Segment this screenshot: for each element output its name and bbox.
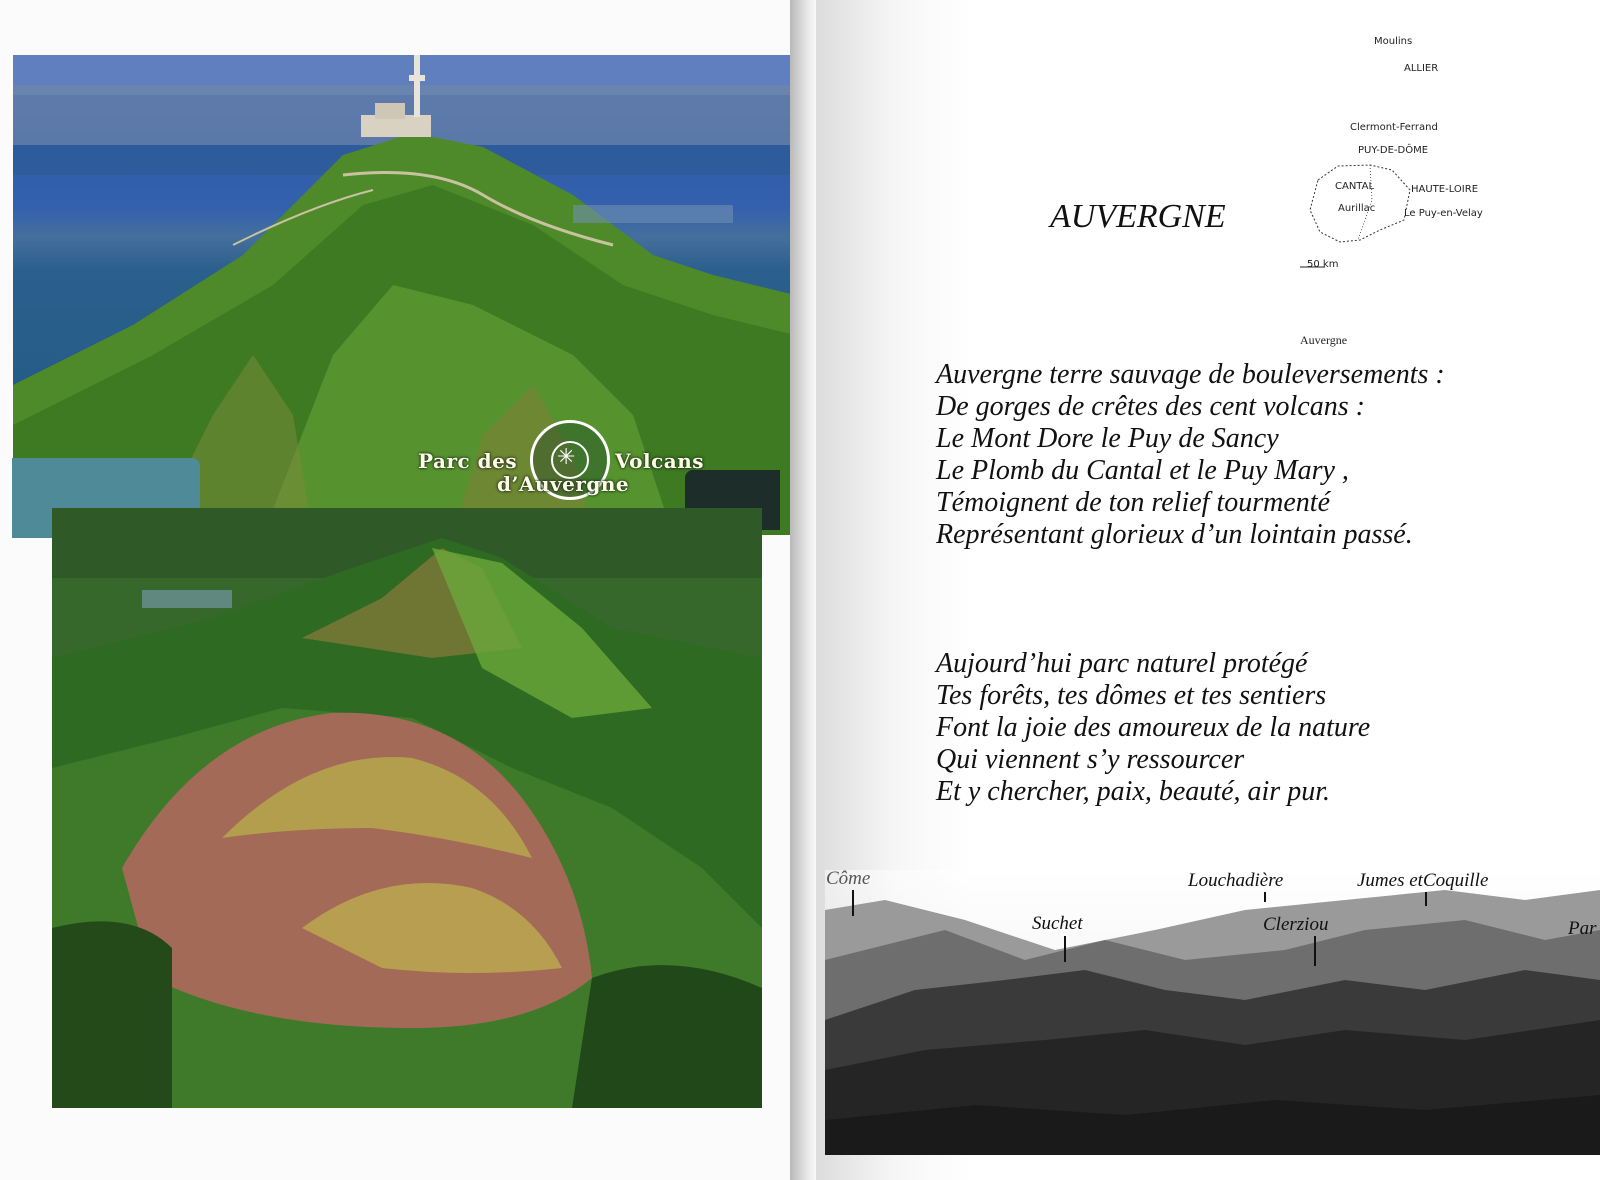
map-label-haute-loire: HAUTE-LOIRE <box>1411 184 1479 195</box>
poem-line: Et y chercher, paix, beauté, air pur. <box>936 776 1330 807</box>
poem-line: Témoignent de ton relief tourmenté <box>936 487 1330 518</box>
photo-caption-auvergne: d’Auvergne <box>497 472 630 496</box>
map-label-moulins: Moulins <box>1374 36 1413 47</box>
peak-marker <box>852 890 854 916</box>
map-label-aurillac: Aurillac <box>1338 203 1376 214</box>
map-caption: Auvergne <box>1300 333 1348 347</box>
chaine-des-puys-panorama <box>825 870 1600 1155</box>
volcano-craters-photo <box>52 508 762 1108</box>
map-label-clermont: Clermont-Ferrand <box>1350 122 1438 133</box>
map-label-puy-de-dome: PUY-DE-DÔME <box>1358 145 1429 156</box>
peak-marker <box>1314 936 1316 966</box>
peak-label-par: Par <box>1568 918 1597 939</box>
poem-line: Auvergne terre sauvage de bouleversements : <box>936 359 1445 390</box>
map-label-allier: ALLIER <box>1404 63 1439 74</box>
poem-line: Le Mont Dore le Puy de Sancy <box>936 423 1279 454</box>
photo-caption-parc: Parc des <box>418 449 518 473</box>
poem-line: Représentant glorieux d’un lointain passé. <box>936 519 1413 550</box>
peak-label-jumes-coquille: Jumes etCoquille <box>1357 870 1489 891</box>
map-scale-label: 50 km <box>1307 259 1339 270</box>
poem-line: Aujourd’hui parc naturel protégé <box>936 648 1308 679</box>
peak-marker <box>1425 892 1427 906</box>
page-title: AUVERGNE <box>1050 198 1226 235</box>
peak-marker <box>1264 892 1266 902</box>
peak-label-suchet: Suchet <box>1032 913 1083 934</box>
photo-caption-volcans: Volcans <box>615 449 705 473</box>
map-label-cantal: CANTAL <box>1335 181 1375 192</box>
poem-line: De gorges de crêtes des cent volcans : <box>936 391 1365 422</box>
peak-label-louchadiere: Louchadière <box>1188 870 1284 891</box>
poem-line: Le Plomb du Cantal et le Puy Mary , <box>936 455 1349 486</box>
star-seal-icon: ✳ <box>557 445 576 470</box>
poem-line: Qui viennent s’y ressourcer <box>936 744 1245 775</box>
map-label-le-puy: Le Puy-en-Velay <box>1404 208 1483 219</box>
peak-marker <box>1064 936 1066 962</box>
peak-label-come: Côme <box>826 868 871 889</box>
poem-line: Font la joie des amoureux de la nature <box>936 712 1371 743</box>
poem-line: Tes forêts, tes dômes et tes sentiers <box>936 680 1327 711</box>
peak-label-clerziou: Clerziou <box>1263 914 1329 935</box>
